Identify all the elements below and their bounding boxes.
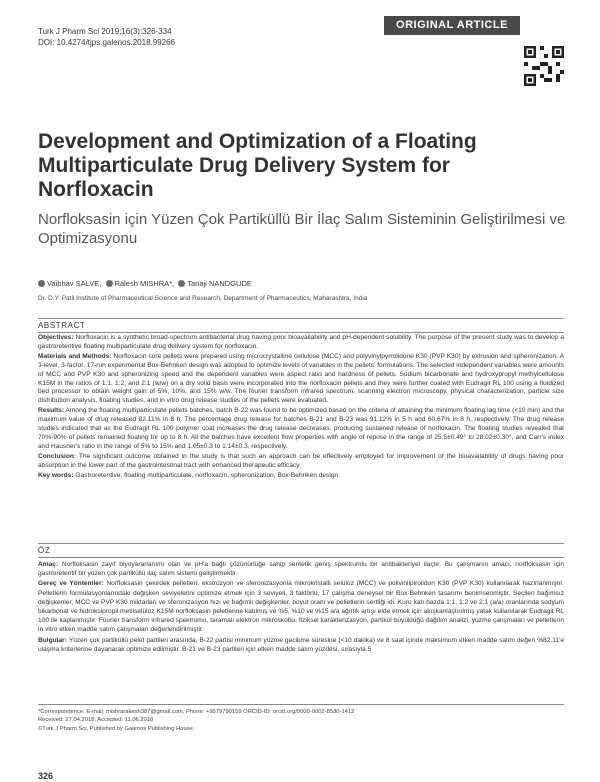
abstract-body [38, 334, 564, 482]
abstract-paragraph: Objectives: Norfloxacin is a synthetic broad-spectrum antibacterial drug having poor bioavailability and pH-dependent solubility. The purpose of the present study was to develop a gastroretentive floating multiparticulate drug delivery system for norfloxacin. [38, 334, 564, 350]
section-divider [38, 543, 564, 544]
journal-header [38, 26, 175, 48]
abstract-paragraph: Results: Among the floating multiparticulate pellets batches, batch B-22 was found to be optimized based on the criteria of attaining the minimum floating lag time (<10 min) and the maximum value of drug released 82.11% in 8 h. The percentage drug release for batches B-21 and B-23 was 91.12% in 5 h and 60.67% in 8 h, respectively. The drug release studies indicated that as the Eudragit RL 100 polymer coat increases the drug release decreases, producing sustained release of norfloxacin. The floating studies revealed that 70%-90% of pellets remained floating for up to 8 h. All the batches have excellent flow properties with angle of repose in the range of 25.5±0.49° to 28.02±0.30°, and Carr's index and Hausner's ratio in the range of 5% to 15% and 1.05±0.3 to 1.14±0.3, respectively. [38, 407, 564, 450]
oz-paragraph: Amaç: Norfloksasin zayıf biyoyararlanımı olan ve pH'a bağlı çözünürlüğe sahip sentetik geniş spektrumlu bir antibakteriyel ilaçtır. Bu çalışmanın amacı, norfloksasin için gastroretentif bir yüzen çok partiküllü ilaç salım sistemi geliştirmektir. [38, 561, 564, 578]
section-divider [38, 318, 564, 319]
orcid-icon[interactable] [106, 280, 113, 287]
article-title: Development and Optimization of a Floating Multiparticulate Drug Delivery System for Norfloxacin [38, 130, 477, 201]
copyright: ©Turk J Pharm Sci, Published by Galenos Publishing House. [38, 725, 195, 732]
footer-notes [38, 708, 564, 733]
abstract-paragraph: Materials and Methods: Norfloxacin core pellets were prepared using microcrystalline cellulose (MCC) and polyvinylpyrrolidone K30 (PVP K30) by extrusion and spheronization. A 3-level, 3-factor, 17-run experimental Box-Behnken design was adopted to optimize levels of variables in the pellets' formulations. The selected independent variables were amounts of MCC and PVP K30 and spheronizing speed and the dependent variables were aspect ratio and hardness of pellets. Sodium bicarbonate and hydroxypropyl methylcellulose K15M in the ratios of 1:1, 1:2, and 2:1 (w/w) on a dry solid basis were incorporated into the norfloxacin pellets and they were further coated with Eudragit RL 100 using a fluidized bed processor to obtain weight gain of 5%, 10%, and 15% w/w. The fourier transform infrared spectrum, scanning electron microscopy, physical characterization, particle size distribution analysis, floating studies, and in vitro drug release studies of the pellets were evaluated. [38, 352, 565, 405]
journal-citation: Turk J Pharm Sci 2019;16(3):326-334 [38, 27, 172, 36]
dates: Received: 27.04.2018, Accepted: 11.06.2018 [38, 717, 154, 724]
abstract-paragraph: Conclusion: The significant outcome obtained in the study is that such an approach can be effectively employed for improvement of the bioavailability of drugs having poor absorption in the lower part of the gastrointestinal tract with enhanced therapeutic efficacy. [38, 452, 564, 469]
doi: DOI: 10.4274/tjps.galenos.2018.99266 [38, 38, 175, 47]
correspondence: *Correspondence: E-mail: mishrarakesh387@gmail.com, Phone: +9579790159 ORCID-ID: orcid.org/0000-0002-8530-1412 [38, 709, 355, 715]
footer-divider [38, 704, 564, 705]
oz-paragraph: Bulgular: Yüzen çok partiküllü pelet partileri arasında, B-22 partisi minimum yüzme gecikme süresine (<10 dakika) ve 8 saat içinde maksimum etken madde salım değeri %82.11'e ulaşma kriterlerine dayanarak optimize edilmiştir. B-21 ve B-23 partileri için etken madde salım yüzdesi, sırasıyla 5 [38, 636, 564, 653]
oz-body [38, 560, 564, 655]
orcid-icon[interactable] [38, 280, 45, 287]
section-divider [38, 557, 564, 558]
author-list [38, 279, 252, 288]
keywords: Key words: Gastroretentive, floating multiparticulate, norfloxacin, spheronization, Box-Behnken design [38, 471, 339, 479]
author-name: Tanaji NANDGUDE [187, 279, 252, 288]
abstract-heading: ABSTRACT [38, 321, 86, 330]
section-divider [38, 332, 564, 333]
qr-code-icon[interactable] [524, 46, 564, 86]
article-type-badge: ORIGINAL ARTICLE [384, 16, 520, 35]
oz-paragraph: Gereç ve Yöntemler: Norfloksasin çekirdek pelletleri, ekstrüzyon ve sferonizasyonla mikrokristalli selüloz (MCC) ve polivinilpirolidon K30 (PVP K30) kullanılarak hazırlanmıştır. Pelletlerin formülasyonlarındaki değişken seviyelerini optimize etmek için 3 seviyeli, 3 faktörlü, 17 çalışma deneysel bir Box-Behnken tasarımı benimsenmiştir. Seçilen bağımsız değişkenler, MCC ve PVP K30 miktarları ve sferonizasyon hızı ve bağımlı değişkenler, boyut oranı ve pelletlerin sertliği idi. Kuru katı bazda 1:1, 1:2 ve 2:1 (a/a) oranlarında sodyum bikarbonat ve hidroksipropil metilselüloz K15M norfloksasin peletlerine katılmış ve %5, %10 ve %15 a/a ağırlık artışı elde etmek için akışkanlaştırılmış yatak kullanılarak Eudragit RL 100 ile kaplanmıştır. Fourier transform infrared spektrumu, taramalı elektron mikroskobu, fiziksel karakterizasyon, partikül büyüklüğü dağılım analizi, yüzme çalışmaları ve pelletlerin in vitro etken madde salım çalışmaları değerlendirilmiştir. [38, 580, 564, 634]
page-number: 326 [38, 771, 54, 781]
affiliation: Dr. D.Y. Patil Institute of Pharmaceutical Science and Research, Department of Pharmaceutics, Maharashtra, India [38, 295, 368, 302]
author-name: Vaibhav SALVE, [47, 279, 102, 288]
article-title-turkish: Norfloksasin için Yüzen Çok Partiküllü Bir İlaç Salım Sisteminin Geliştirilmesi ve Optimizasyonu [38, 211, 566, 247]
oz-heading: ÖZ [38, 546, 51, 555]
author-name: Ralesh MISHRA*, [114, 279, 175, 288]
orcid-icon[interactable] [178, 280, 185, 287]
